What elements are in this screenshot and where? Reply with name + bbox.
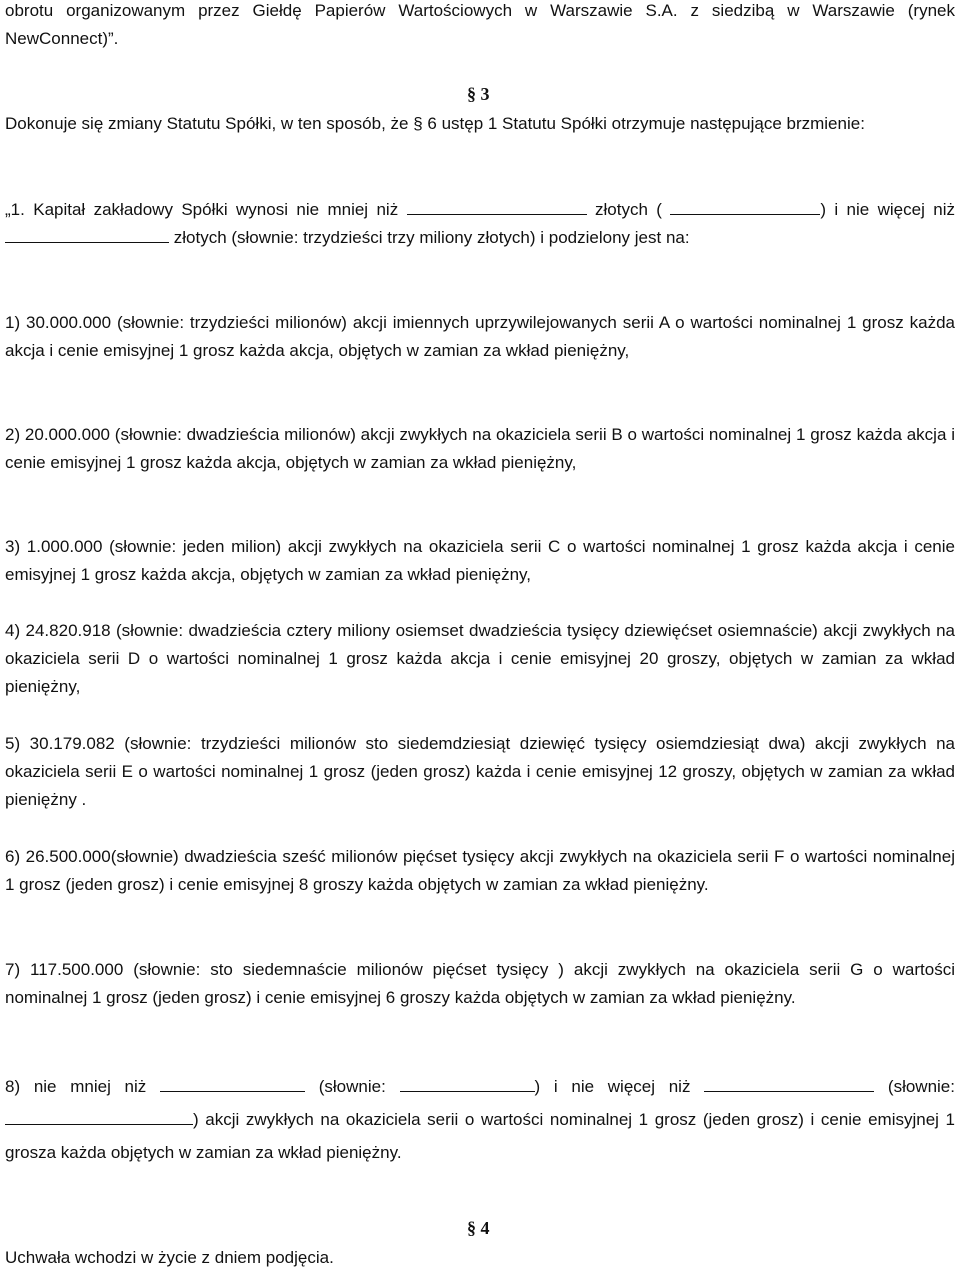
intro-paragraph: obrotu organizowanym przez Giełdę Papierów Wartościowych w Warszawie S.A. z siedzibą w Warszawie (rynek NewConnect)”. xyxy=(5,1,955,48)
list-item-6: 6) 26.500.000(słownie) dwadzieścia sześć milionów pięćset tysięcy akcji zwykłych na okaziciela serii F o wartości nominalnej 1 grosz (jeden grosz) i cenie emisyjnej 8 groszy każda objętych w zamian za wkład pieniężny. xyxy=(5,847,955,894)
item8-text-1: 8) nie mniej niż xyxy=(5,1077,147,1096)
list-item-3: 3) 1.000.000 (słownie: jeden milion) akcji zwykłych na okaziciela serii C o wartości nominalnej 1 grosz każda akcja i cenie emisyjnej 1 grosz każda akcja, objętych w zamian za wkład pieniężny, xyxy=(5,537,955,584)
capital-text-3: ) i nie więcej niż xyxy=(820,200,955,219)
capital-paragraph xyxy=(5,196,955,252)
blank-field xyxy=(160,1091,305,1092)
capital-text-4: złotych (słownie: trzydzieści trzy miliony złotych) i podzielony jest na: xyxy=(173,228,690,247)
blank-field xyxy=(407,214,587,215)
item8-text-5: ) akcji zwykłych na okaziciela serii o wartości nominalnej 1 grosz (jeden grosz) i cenie emisyjnej 1 grosza każda objętych w zamian za wkład pieniężny. xyxy=(5,1110,955,1162)
list-item-1: 1) 30.000.000 (słownie: trzydzieści milionów) akcji imiennych uprzywilejowanych serii A o wartości nominalnej 1 grosz każda akcja i cenie emisyjnej 1 grosz każda akcja, objętych w zamian za wkład pieniężny, xyxy=(5,313,955,360)
blank-field xyxy=(400,1091,535,1092)
item8-text-3: ) i nie więcej niż xyxy=(534,1077,691,1096)
section-4-heading: § 4 xyxy=(467,1218,490,1238)
section-3-heading: § 3 xyxy=(467,84,490,104)
blank-field xyxy=(5,242,169,243)
item8-text-2: (słownie: xyxy=(318,1077,386,1096)
list-item-4: 4) 24.820.918 (słownie: dwadzieścia cztery miliony osiemset dwadzieścia tysięcy dziewięćset osiemnaście) akcji zwykłych na okaziciela serii D o wartości nominalnej 1 grosz każda akcja i cenie emisyjnej 20 groszy, objętych w zamian za wkład pieniężny, xyxy=(5,621,955,696)
blank-field xyxy=(704,1091,874,1092)
section-3-paragraph: Dokonuje się zmiany Statutu Spółki, w ten sposób, że § 6 ustęp 1 Statutu Spółki otrzymuje następujące brzmienie: xyxy=(5,114,865,133)
item8-text-4: (słownie: xyxy=(887,1077,955,1096)
capital-text-2: złotych ( xyxy=(594,200,662,219)
list-item-5: 5) 30.179.082 (słownie: trzydzieści milionów sto siedemdziesiąt dziewięć tysięcy osiemdziesiąt dwa) akcji zwykłych na okaziciela serii E o wartości nominalnej 1 grosz (jeden grosz) każda i cenie emisyjnej 12 groszy, objętych w zamian za wkład pieniężny . xyxy=(5,734,955,809)
capital-text-1: „1. Kapitał zakładowy Spółki wynosi nie mniej niż xyxy=(5,200,399,219)
list-item-8 xyxy=(5,1070,955,1169)
blank-field xyxy=(5,1124,193,1125)
section-4-paragraph: Uchwała wchodzi w życie z dniem podjęcia. xyxy=(5,1248,334,1267)
list-item-7: 7) 117.500.000 (słownie: sto siedemnaście milionów pięćset tysięcy ) akcji zwykłych na okaziciela serii G o wartości nominalnej 1 grosz (jeden grosz) i cenie emisyjnej 6 groszy każda objętych w zamian za wkład pieniężny. xyxy=(5,960,955,1007)
blank-field xyxy=(670,214,820,215)
list-item-2: 2) 20.000.000 (słownie: dwadzieścia milionów) akcji zwykłych na okaziciela serii B o wartości nominalnej 1 grosz każda akcja i cenie emisyjnej 1 grosz każda akcja, objętych w zamian za wkład pieniężny, xyxy=(5,425,955,472)
